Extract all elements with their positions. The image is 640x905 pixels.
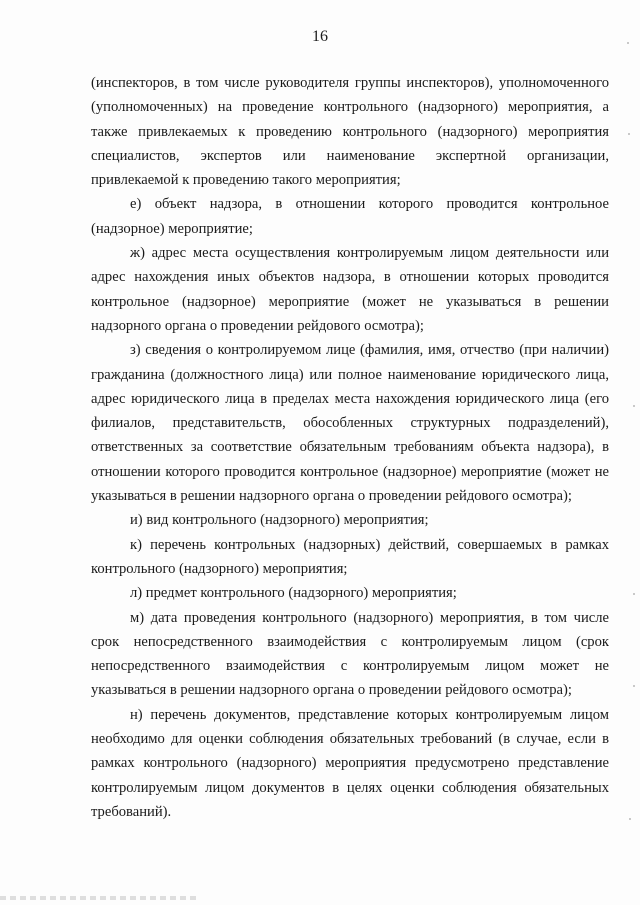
paragraph-continuation: (инспекторов, в том числе руководителя группы инспекторов), уполномоченного (уполномоченных) на проведение контрольного (надзорного) мероприятия, а также привлекаемых к проведению контрольного (надзорного) мероприятия специалистов, экспертов или наименование экспертной организации, привлекаемой к проведению такого мероприятия; <box>91 75 609 189</box>
scan-artifact <box>629 818 631 820</box>
paragraph-item-l: л) предмет контрольного (надзорного) мероприятия; <box>130 585 457 602</box>
scan-artifact <box>627 42 629 44</box>
scan-artifact-strip <box>0 896 200 900</box>
paragraph-item-m: м) дата проведения контрольного (надзорного) мероприятия, в том числе срок непосредственного взаимодействия с контролируемым лицом (срок непосредственного взаимодействия с контролируемым лицом может не указываться в решении надзорного органа о проведении рейдового осмотра); <box>91 609 609 699</box>
paragraph-item-i: и) вид контрольного (надзорного) мероприятия; <box>130 512 429 529</box>
paragraph-item-n: н) перечень документов, представление которых контролируемым лицом необходимо для оценки соблюдения обязательных требований (в случае, если в рамках контрольного (надзорного) мероприятия предусмотрено представление контролируемым лицом документов в целях оценки соблюдения обязательных требований). <box>91 706 609 820</box>
document-body <box>91 71 609 824</box>
scan-artifact <box>633 405 635 407</box>
scan-artifact <box>628 133 630 135</box>
paragraph-item-zh: ж) адрес места осуществления контролируемым лицом деятельности или адрес нахождения иных объектов надзора, в отношении которых проводится контрольное (надзорное) мероприятие (может не указываться в решении надзорного органа о проведении рейдового осмотра); <box>91 245 609 334</box>
paragraph-item-z: з) сведения о контролируемом лице (фамилия, имя, отчество (при наличии) гражданина (должностного лица) или полное наименование юридического лица, адрес юридического лица в пределах места нахождения юридического лица (его филиалов, представительств, обособленных структурных подразделений), ответственных за соответствие обязательным требованиям объекта надзора), в отношении которого проводится контрольное (надзорное) мероприятие (может не указываться в решении надзорного органа о проведении рейдового осмотра); <box>91 342 609 505</box>
scan-artifact <box>633 593 635 595</box>
paragraph-item-e: е) объект надзора, в отношении которого проводится контрольное (надзорное) мероприятие; <box>91 196 609 237</box>
paragraph-item-k: к) перечень контрольных (надзорных) действий, совершаемых в рамках контрольного (надзорного) мероприятия; <box>91 536 609 577</box>
page-number: 16 <box>312 28 328 45</box>
scan-artifact <box>633 685 635 687</box>
